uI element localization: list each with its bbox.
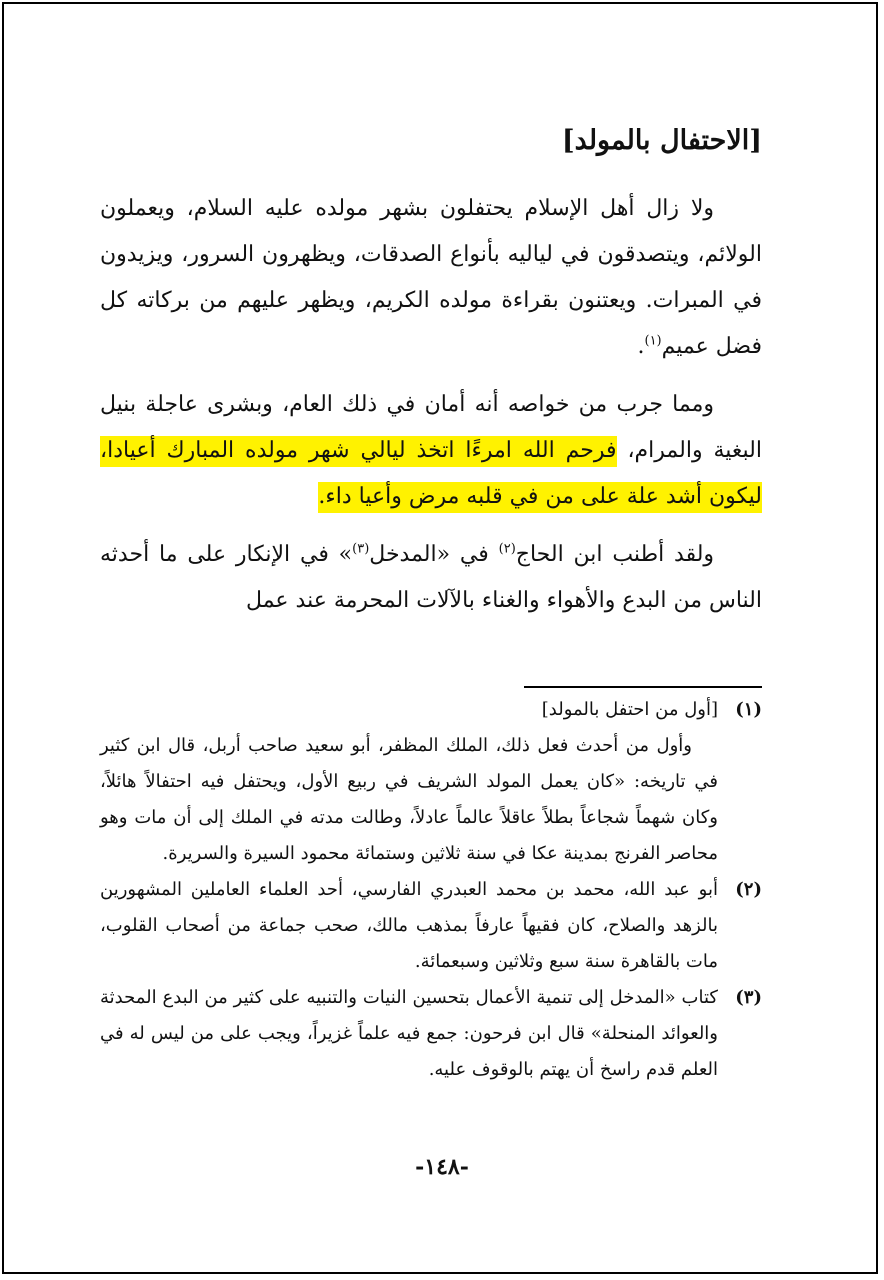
paragraph-2-text: ومما جرب من خواصه أنه أمان في ذلك العام، وبشرى عاجلة بنيل البغية والمرام،	[100, 392, 762, 463]
footnote-2-text: أبو عبد الله، محمد بن محمد العبدري الفارسي، أحد العلماء العاملين المشهورين بالزهد والصلاح، كان فقيهاً عارفاً بمذهب مالك، صحب جماعة من أصحاب القلوب، مات بالقاهرة سنة سبع وثلاثين وسبعمائة.	[100, 879, 718, 972]
footnote-ref-3[interactable]: (٣)	[352, 541, 370, 557]
section-heading: [الاحتفال بالمولد]	[561, 125, 762, 156]
paragraph-1	[100, 186, 762, 370]
footnote-1-number: (١)	[735, 699, 762, 720]
footnote-2-number: (٢)	[735, 879, 762, 900]
footnote-1	[100, 692, 762, 872]
paragraph-1-text: ولا زال أهل الإسلام يحتفلون بشهر مولده عليه السلام، ويعملون الولائم، ويتصدقون في لياليه بأنواع الصدقات، ويظهرون السرور، ويزيدون في المبرات. ويعتنون بقراءة مولده الكريم، ويظهر عليهم من بركاته كل فضل عميم	[100, 196, 762, 359]
paragraph-3-text-c: » في الإنكار على ما أحدثه الناس من البدع والأهواء والغناء بالآلات المحرمة عند عمل	[100, 542, 762, 613]
footnotes	[100, 692, 762, 1088]
footnote-divider	[524, 686, 762, 688]
footnote-3-number: (٣)	[735, 987, 762, 1008]
paragraph-3-text-a: ولقد أطنب ابن الحاج	[515, 542, 715, 567]
page-number: -١٤٨-	[415, 1154, 469, 1180]
footnote-3-text: كتاب «المدخل إلى تنمية الأعمال بتحسين النيات والتنبيه على كثير من البدع المحدثة والعوائد المنحلة» قال ابن فرحون: جمع فيه علماً غزيراً، ويجب على من ليس له في العلم قدم راسخ أن يهتم بالوقوف عليه.	[100, 987, 718, 1080]
footnote-ref-1[interactable]: (١)	[644, 333, 662, 349]
paragraph-3-text-b: في «المدخل	[369, 542, 489, 567]
footnote-2	[100, 872, 762, 980]
footnote-1-text: وأول من أحدث فعل ذلك، الملك المظفر، أبو سعيد صاحب أربل، قال ابن كثير في تاريخه: «كان يعمل المولد الشريف في ربيع الأول، ويحتفل فيه احتفالاً هائلاً، وكان شهماً شجاعاً بطلاً عاقلاً عالماً عادلاً، وطالت مدته في الملك إلى أن مات وهو محاصر الفرنج بمدينة عكا في سنة ثلاثين وستمائة محمود السيرة والسريرة.	[100, 735, 718, 864]
footnote-3	[100, 980, 762, 1088]
footnote-1-heading: [أول من احتفل بالمولد]	[541, 699, 718, 720]
highlighted-text: فرحم الله امرءًا اتخذ ليالي شهر مولده المبارك أعيادا، ليكون أشد علة على من في قلبه مرض وأعيا داء.	[100, 436, 762, 513]
paragraph-1-end: .	[637, 334, 645, 359]
footnote-ref-2[interactable]: (٢)	[498, 541, 516, 557]
paragraph-2	[100, 382, 762, 520]
paragraph-3	[100, 532, 762, 624]
